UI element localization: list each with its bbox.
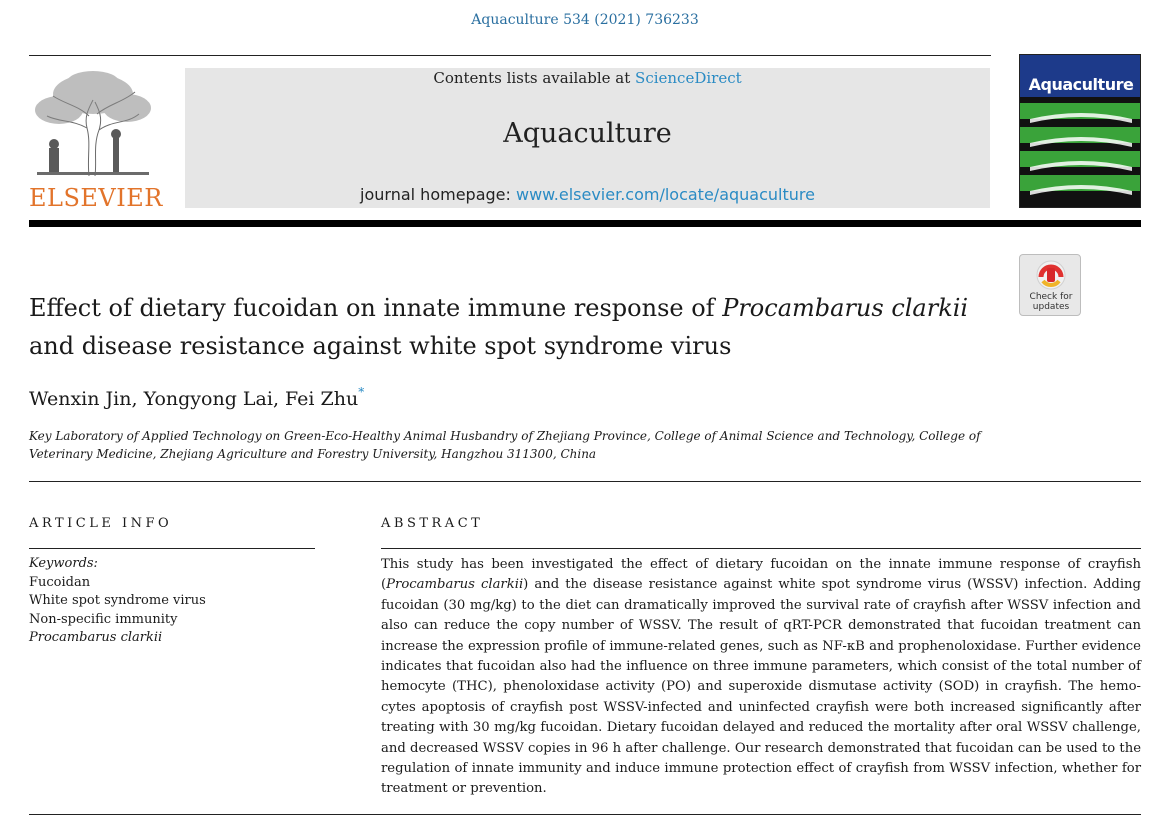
journal-homepage-line (185, 185, 990, 204)
corresponding-author-mark[interactable]: * (358, 385, 365, 399)
header-top-rule (29, 55, 991, 56)
author-affiliation: Key Laboratory of Applied Technology on Green-Eco-Healthy Animal Husbandry of Zhejiang Province, College of Animal Science and Technology, College of Veterinary Medicine, Zhejiang Agriculture and Forestry University, Hangzhou 311300, China (29, 429, 981, 461)
author-name[interactable]: Yongyong Lai (143, 388, 273, 410)
check-updates-line1: Check for (1029, 292, 1073, 302)
keyword-item: Fucoidan (29, 574, 91, 590)
keyword-item: Non-specific immunity (29, 611, 178, 627)
abstract-heading: ABSTRACT (381, 516, 484, 531)
journal-homepage-link[interactable]: www.elsevier.com/locate/aquaculture (515, 185, 815, 204)
contents-line (185, 69, 990, 87)
sciencedirect-link[interactable]: ScienceDirect (635, 69, 742, 87)
check-for-updates-badge[interactable] (1019, 254, 1081, 316)
check-updates-icon (1020, 257, 1082, 295)
title-part2: and disease resistance against white spot syndrome virus (29, 332, 732, 360)
author-list (29, 385, 364, 410)
author-separator: , (131, 388, 144, 410)
elsevier-wordmark: ELSEVIER (29, 184, 163, 212)
cover-title: Aquaculture (1028, 75, 1134, 94)
contents-prefix: Contents lists available at (433, 69, 636, 87)
check-updates-line2: updates (1032, 302, 1070, 312)
check-updates-label (1020, 292, 1082, 312)
abstract-text-1: This study has been investigated the effect of dietary fucoidan on the innate immune response of crayfish ( (381, 557, 1141, 593)
abstract-rule (381, 548, 1141, 549)
abstract-body (381, 555, 1141, 800)
abstract-paragraph (381, 555, 1141, 800)
keywords-label: Keywords: (29, 556, 98, 571)
abstract-text-2: ) and the disease resistance against white spot syndrome virus (WSSV) infection. Adding fucoidan (30 mg/kg) to the diet can dramatically improved the survival rate of crayfish after WSSV infection and also can reduce the copy number of WSSV. The result of qRT-PCR demonstrated that fucoidan treatment can increase the expression profile of immune-related genes, such as NF-κB and prophenoloxidase. Further evidence indicates that fucoidan also had the influence on three immune parameters, which consist of the total number of hemocyte (THC), phenoloxidase activity (PO) and superoxide dismutase activity (SOD) in crayfish. The hemocytes apoptosis of crayfish post WSSV-infected and uninfected crayfish were both increased significantly after treating with 30 mg/kg fucoidan. Dietary fucoidan delayed and reduced the mortality after oral WSSV challenge, and decreased WSSV copies in 96 h after challenge. Our research demonstrated that fucoidan can be used to the regulation of innate immunity and induce immune protection effect of crayfish from WSSV infection, whether for treatment or prevention. (381, 577, 1141, 797)
homepage-prefix: journal homepage: (360, 185, 516, 204)
elsevier-logo[interactable] (29, 68, 163, 212)
author-name[interactable]: Fei Zhu (285, 388, 359, 410)
cover-art-icon (1020, 97, 1141, 208)
title-species: Procambarus clarkii (722, 294, 969, 322)
keywords-block (29, 555, 206, 648)
banner-journal-title: Aquaculture (503, 118, 672, 149)
abstract-species: Procambarus clarkii (386, 577, 524, 593)
section-divider-rule (29, 481, 1141, 482)
elsevier-tree-icon (29, 68, 157, 180)
article-info-rule (29, 548, 315, 549)
journal-citation[interactable]: Aquaculture 534 (2021) 736233 (471, 12, 699, 28)
author-name[interactable]: Wenxin Jin (29, 388, 132, 410)
keyword-item: Procambarus clarkii (29, 630, 163, 645)
journal-cover[interactable] (1019, 54, 1141, 208)
author-separator: , (272, 388, 286, 410)
article-title (29, 289, 1009, 365)
title-part1: Effect of dietary fucoidan on innate immune response of (29, 294, 723, 322)
journal-banner (185, 68, 990, 208)
footer-rule (29, 814, 1141, 815)
article-info-heading: ARTICLE INFO (29, 516, 173, 531)
header-thick-rule (29, 220, 1141, 227)
keyword-item: White spot syndrome virus (29, 593, 206, 608)
